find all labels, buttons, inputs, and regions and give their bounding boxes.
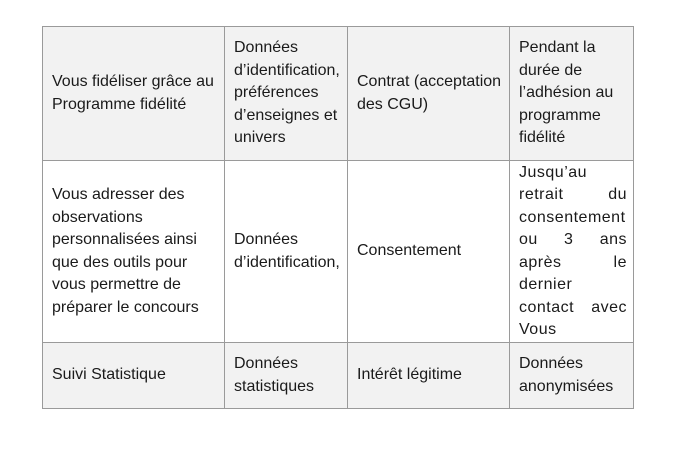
retention-duration-cell: Jusqu’au retrait du consentement ou 3 ans après le dernier contact avec Vous xyxy=(510,161,634,343)
purpose-cell: Vous adresser des observations personnalisées ainsi que des outils pour vous permettre de préparer le concours xyxy=(43,161,225,343)
retention-duration-cell: Données anonymisées xyxy=(510,343,634,409)
table-row xyxy=(43,161,634,343)
table-row xyxy=(43,27,634,161)
retention-duration-cell: Pendant la durée de l’adhésion au programme fidélité xyxy=(510,27,634,161)
data-type-cell: Données statistiques xyxy=(225,343,348,409)
data-processing-table xyxy=(42,26,634,409)
table-row xyxy=(43,343,634,409)
legal-basis-cell: Contrat (acceptation des CGU) xyxy=(348,27,510,161)
data-type-cell: Données d’identification, xyxy=(225,161,348,343)
legal-basis-cell: Intérêt légitime xyxy=(348,343,510,409)
purpose-cell: Vous fidéliser grâce au Programme fidélité xyxy=(43,27,225,161)
data-type-cell: Données d’identification, préférences d’enseignes et univers xyxy=(225,27,348,161)
purpose-cell: Suivi Statistique xyxy=(43,343,225,409)
legal-basis-cell: Consentement xyxy=(348,161,510,343)
